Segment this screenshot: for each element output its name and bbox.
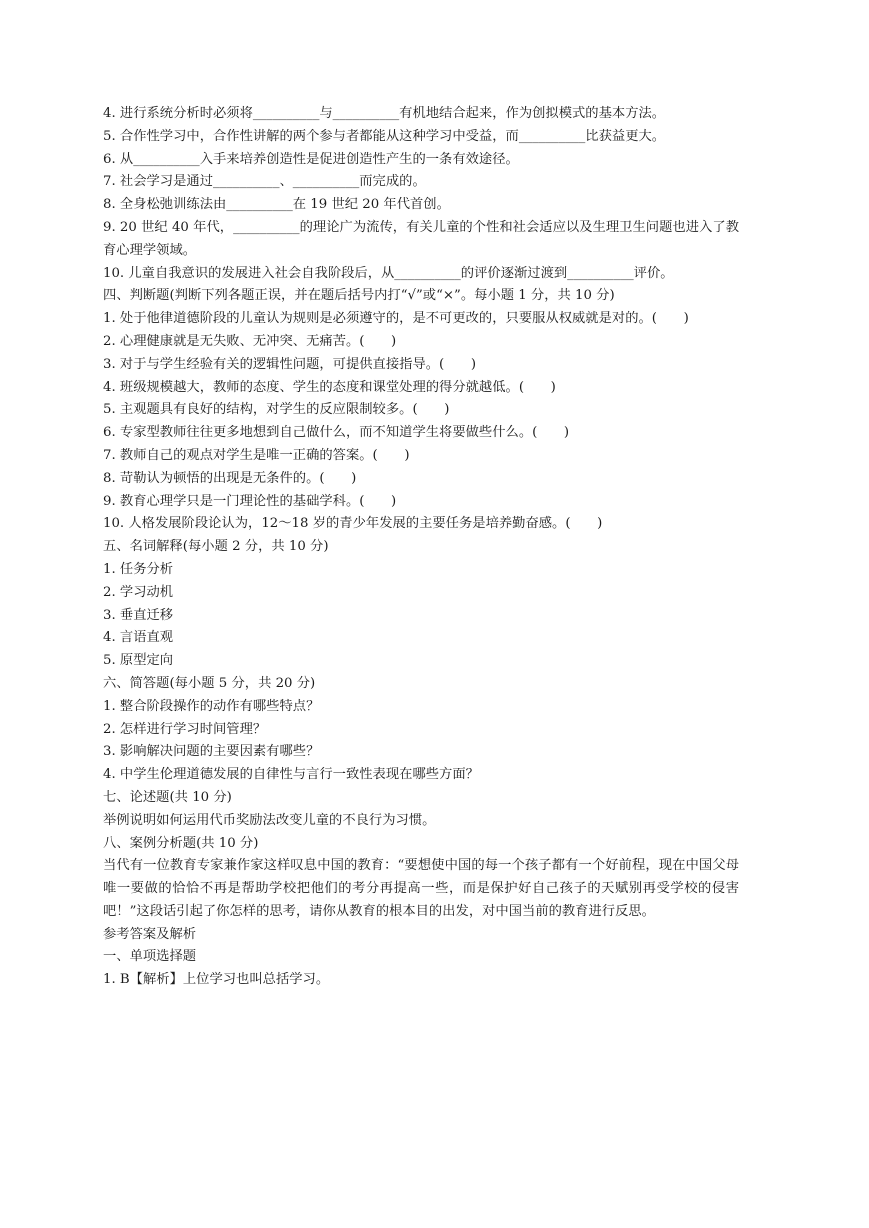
question-item: 6. 专家型教师往往更多地想到自己做什么，而不知道学生将要做些什么。( ) [103,425,570,441]
sub-heading: 一、单项选择题 [103,949,197,965]
question-item: 2. 学习动机 [103,584,174,600]
case-analysis-section [103,833,739,924]
question-item: 4. 班级规模越大，教师的态度、学生的态度和课堂处理的得分就越低。( ) [103,379,556,395]
question-item: 1. 处于他律道德阶段的儿童认为规则是必须遵守的，是不可更改的，只要服从权威就是对的。( ) [103,311,689,327]
question-item: 3. 对于与学生经验有关的逻辑性问题，可提供直接指导。( ) [103,356,477,372]
question-item: 10. 人格发展阶段论认为，12～18 岁的青少年发展的主要任务是培养勤奋感。( ) [103,516,603,532]
question-item: 4. 言语直观 [103,630,174,646]
question-item: 5. 原型定向 [103,653,174,669]
section-heading: 八、案例分析题(共 10 分) [103,835,259,851]
question-item: 9. 教育心理学只是一门理论性的基础学科。( ) [103,493,397,509]
short-answer-section [103,673,739,787]
essay-section [103,787,739,833]
document-page [103,103,739,992]
section-heading: 四、判断题(判断下列各题正误，并在题后括号内打“√”或“×”。每小题 1 分，共 10 分) [103,288,615,304]
question-item: 3. 垂直迁移 [103,607,174,623]
section-heading: 六、简答题(每小题 5 分，共 20 分) [103,675,316,691]
question-item: 2. 心理健康就是无失败、无冲突、无痛苦。( ) [103,333,397,349]
case-paragraph: 当代有一位教育专家兼作家这样叹息中国的教育：“要想使中国的每一个孩子都有一个好前程，现在中国父母唯一要做的恰恰不再是帮助学校把他们的考分再提高一些，而是保护好自己孩子的天赋别再受学校的侵害吧！”这段话引起了你怎样的思考，请你从教育的根本目的出发，对中国当前的教育进行反思。 [103,858,739,919]
question-item: 5. 主观题具有良好的结构，对学生的反应限制较多。( ) [103,402,450,418]
question-item: 4. 中学生伦理道德发展的自律性与言行一致性表现在哪些方面？ [103,767,479,783]
question-item: 9. 20 世纪 40 年代，__________的理论广为流传，有关儿童的个性和社会适应以及生理卫生问题也进入了教育心理学领域。 [103,219,739,258]
question-item: 8. 全身松弛训练法由__________在 19 世纪 20 年代首创。 [103,197,450,213]
question-item: 5. 合作性学习中，合作性讲解的两个参与者都能从这种学习中受益，而__________比获益更大。 [103,128,666,144]
section-heading: 参考答案及解析 [103,926,197,942]
question-item: 6. 从__________入手来培养创造性是促进创造性产生的一条有效途径。 [103,151,519,167]
answer-item: 1. B【解析】上位学习也叫总括学习。 [103,972,330,988]
fill-blank-section [103,103,739,285]
question-item: 3. 影响解决问题的主要因素有哪些？ [103,744,320,760]
judgment-section [103,285,739,536]
question-item: 1. 整合阶段操作的动作有哪些特点？ [103,698,320,714]
question-item: 7. 社会学习是通过__________、__________而完成的。 [103,174,426,190]
question-item: 4. 进行系统分析时必须将__________与__________有机地结合起来，作为创拟模式的基本方法。 [103,106,666,121]
question-item: 8. 苛勒认为顿悟的出现是无条件的。( ) [103,470,357,486]
question-item: 1. 任务分析 [103,561,174,577]
answers-section [103,924,739,992]
question-item: 2. 怎样进行学习时间管理？ [103,721,267,737]
term-definition-section [103,536,739,673]
question-item: 举例说明如何运用代币奖励法改变儿童的不良行为习惯。 [103,812,436,828]
question-item: 7. 教师自己的观点对学生是唯一正确的答案。( ) [103,447,410,463]
section-heading: 五、名词解释(每小题 2 分，共 10 分) [103,539,329,555]
section-heading: 七、论述题(共 10 分) [103,789,232,805]
question-item: 10. 儿童自我意识的发展进入社会自我阶段后，从__________的评价逐渐过渡到__________评价。 [103,265,674,281]
